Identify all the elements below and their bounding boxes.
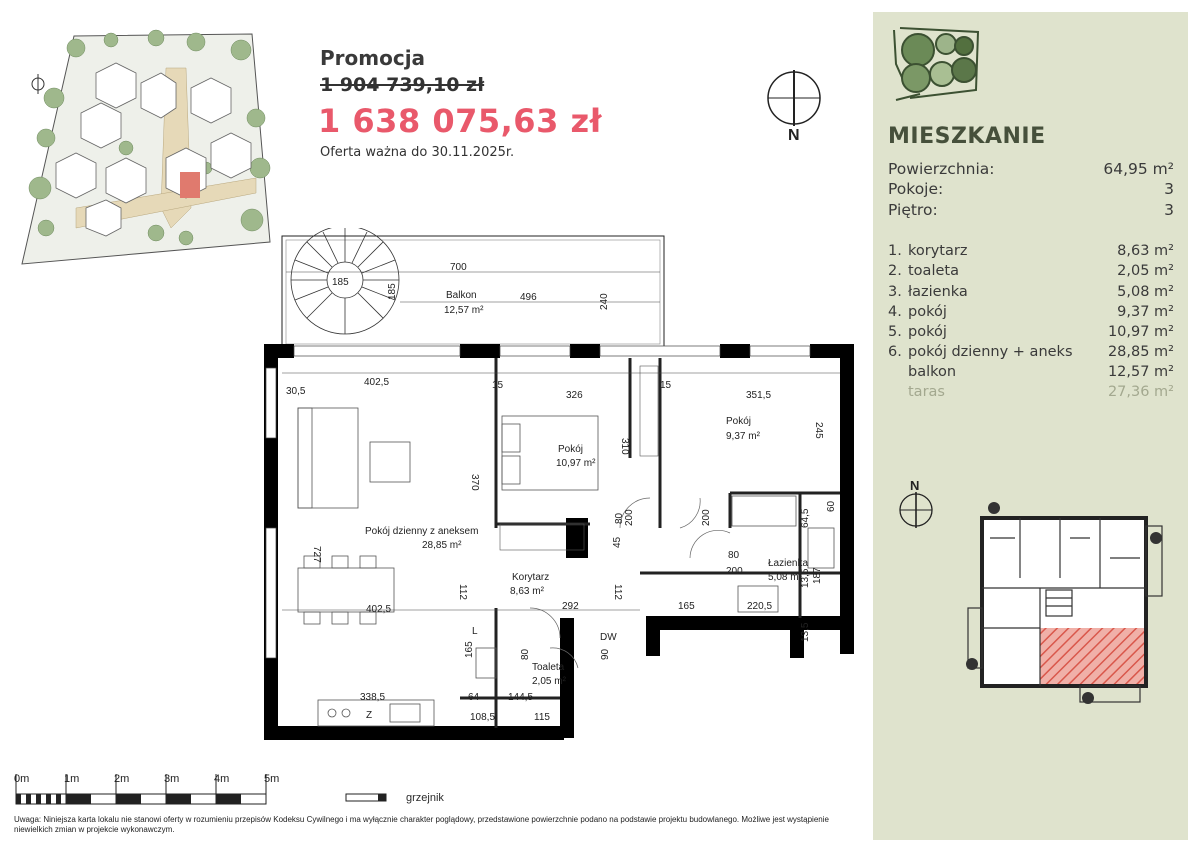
dim-185: 185 <box>332 277 349 288</box>
dim-165b: 165 <box>464 641 475 658</box>
site-plan-map <box>16 28 274 270</box>
room-row-balkon <box>888 364 1174 380</box>
dim-200c: 200 <box>726 566 743 577</box>
dim-496: 496 <box>520 292 537 303</box>
room-lazienka-area: 5,08 m² <box>768 572 802 583</box>
dim-402-5b: 402,5 <box>366 604 392 615</box>
room-area: 12,57 m² <box>1107 364 1174 380</box>
dim-326: 326 <box>566 390 583 401</box>
dim-13-5b: 13,5 <box>800 622 811 642</box>
dim-310: 310 <box>619 438 630 455</box>
scale-label-1m: 1m <box>64 773 80 785</box>
promo-price: 1 638 075,63 zł <box>318 102 602 140</box>
room-pokoj1-area: 10,97 m² <box>556 458 596 469</box>
dim-64: 64 <box>468 692 480 703</box>
room-label: pokój <box>908 324 947 340</box>
room-area: 2,05 m² <box>1117 263 1174 279</box>
selected-building-marker <box>180 172 200 198</box>
room-num: 5. <box>888 324 902 340</box>
scale-label-2m: 2m <box>114 773 130 785</box>
room-label: balkon <box>908 364 957 380</box>
scale-label-4m: 4m <box>214 773 230 785</box>
summary-value: 3 <box>1164 180 1174 198</box>
room-area: 8,63 m² <box>1117 243 1174 259</box>
north-arrow-icon <box>764 70 828 142</box>
room-area: 27,36 m² <box>1107 384 1174 400</box>
room-dzienny-name: Pokój dzienny z aneksem <box>365 526 479 537</box>
room-num: 1. <box>888 243 902 259</box>
room-row <box>888 304 1174 320</box>
dim-80b: 80 <box>728 550 740 561</box>
room-row <box>888 324 1174 340</box>
scale-label-3m: 3m <box>164 773 180 785</box>
dim-727: 727 <box>311 546 322 563</box>
room-pokoj2-name: Pokój <box>726 416 752 427</box>
summary-rooms-row <box>888 180 1174 198</box>
summary-label: Piętro: <box>888 201 938 219</box>
scale-label-5m: 5m <box>264 773 280 785</box>
summary-label: Pokoje: <box>888 180 944 198</box>
disclaimer-note: Uwaga: Niniejsza karta lokalu nie stanowi oferty w rozumieniu przepisów Kodeksu Cywilnego i ma wyłącznie charakter poglądowy, przedstawione powierzchnie podano na podstawie projektu budowlanego. Możliwe jest wystąpienie niewielkich zmian w projekcie wykonawczym. <box>14 815 829 834</box>
room-row <box>888 284 1174 300</box>
heater-legend-label: grzejnik <box>406 792 444 804</box>
scale-bar <box>10 770 300 806</box>
dim-351-5: 351,5 <box>746 390 772 401</box>
dim-187: 187 <box>812 567 823 584</box>
dim-165: 165 <box>678 601 695 612</box>
room-balkon-name: Balkon <box>446 290 477 301</box>
dim-292: 292 <box>562 601 579 612</box>
dim-185b: 185 <box>387 283 398 300</box>
room-korytarz-name: Korytarz <box>512 572 550 583</box>
promo-label: Promocja <box>320 46 426 70</box>
room-label: taras <box>908 384 945 400</box>
dim-200b: 200 <box>701 509 712 526</box>
summary-value: 3 <box>1164 201 1174 219</box>
room-row <box>888 344 1174 360</box>
brand-logo <box>890 24 984 104</box>
dim-13-5: 13,5 <box>800 568 811 588</box>
north-label: N <box>788 127 800 142</box>
selected-apartment-marker <box>1040 628 1144 684</box>
old-price: 1 904 739,10 zł <box>320 74 485 96</box>
room-row <box>888 243 1174 259</box>
room-toaleta-name: Toaleta <box>532 662 565 673</box>
room-area: 10,97 m² <box>1107 324 1174 340</box>
room-area: 9,37 m² <box>1117 304 1174 320</box>
scale-label-0m: 0m <box>14 773 30 785</box>
room-area: 28,85 m² <box>1107 344 1174 360</box>
room-num: 6. <box>888 344 902 360</box>
room-korytarz-area: 8,63 m² <box>510 586 544 597</box>
dim-370: 370 <box>469 474 480 491</box>
dim-700: 700 <box>450 262 467 273</box>
dim-15b: 15 <box>660 380 672 391</box>
room-num: 2. <box>888 263 902 279</box>
wardrobe-label: L <box>472 626 478 637</box>
dishwasher-label: DW <box>600 632 617 643</box>
room-row-taras <box>888 384 1174 400</box>
floor-key-plan <box>960 498 1172 710</box>
room-num: 4. <box>888 304 902 320</box>
room-toaleta-area: 2,05 m² <box>532 676 566 687</box>
dim-112: 112 <box>457 584 468 600</box>
room-label: łazienka <box>908 284 968 300</box>
dim-220-5: 220,5 <box>747 601 773 612</box>
room-row <box>888 263 1174 279</box>
dim-112b: 112 <box>612 584 623 600</box>
dim-80: 80 <box>614 512 625 524</box>
dim-64-5: 64,5 <box>800 508 811 528</box>
panel-title: MIESZKANIE <box>888 124 1046 149</box>
summary-area-row <box>888 160 1174 178</box>
dim-240: 240 <box>599 293 610 310</box>
dim-338-5: 338,5 <box>360 692 386 703</box>
dim-245: 245 <box>813 422 824 439</box>
dim-402-5: 402,5 <box>364 377 390 388</box>
dim-108-5: 108,5 <box>470 712 496 723</box>
dim-15: 15 <box>492 380 504 391</box>
dim-45: 45 <box>612 536 623 548</box>
dim-80c: 80 <box>520 648 531 660</box>
room-pokoj1-name: Pokój <box>558 444 584 455</box>
room-label: korytarz <box>908 243 968 259</box>
dim-90: 90 <box>600 648 611 660</box>
floor-plan <box>260 228 870 748</box>
dim-30-5: 30,5 <box>286 386 306 397</box>
summary-value: 64,95 m² <box>1103 160 1174 178</box>
room-label: toaleta <box>908 263 959 279</box>
room-balkon-area: 12,57 m² <box>444 305 484 316</box>
room-dzienny-area: 28,85 m² <box>422 540 462 551</box>
dim-115: 115 <box>534 712 550 723</box>
room-pokoj2-area: 9,37 m² <box>726 431 760 442</box>
room-label: pokój dzienny + aneks <box>908 344 1073 360</box>
dim-200: 200 <box>624 509 635 526</box>
summary-floor-row <box>888 201 1174 219</box>
offer-validity: Oferta ważna do 30.11.2025r. <box>320 145 515 160</box>
mini-north-arrow-icon <box>896 478 940 530</box>
summary-label: Powierzchnia: <box>888 160 995 178</box>
mini-north-label: N <box>910 478 920 493</box>
fridge-label: Z <box>366 710 373 721</box>
dim-144-5: 144,5 <box>508 692 534 703</box>
room-label: pokój <box>908 304 947 320</box>
room-num: 3. <box>888 284 902 300</box>
room-area: 5,08 m² <box>1117 284 1174 300</box>
heater-legend-icon <box>344 792 394 804</box>
room-lazienka-name: Łazienka <box>768 558 809 569</box>
dim-60: 60 <box>826 500 837 512</box>
